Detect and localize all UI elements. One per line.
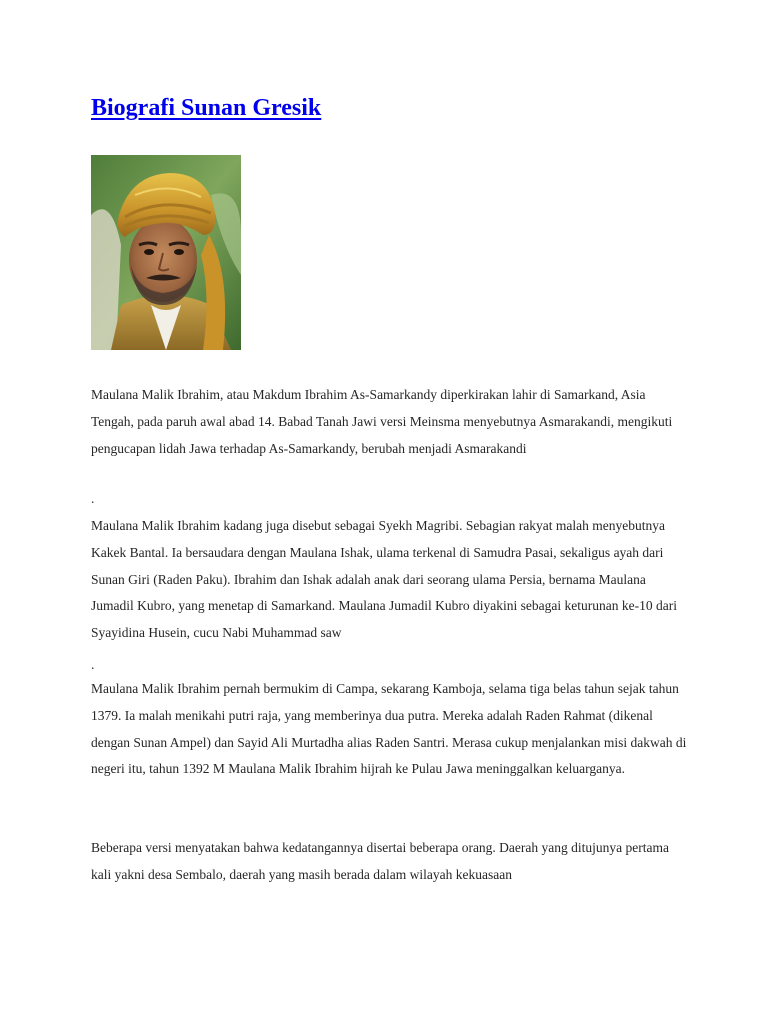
separator-2: . [91,657,95,672]
page-title-link[interactable]: Biografi Sunan Gresik [91,95,322,121]
paragraph-4: Beberapa versi menyatakan bahwa kedatangannya disertai beberapa orang. Daerah yang ditujunya pertama kali yakni desa Sembalo, daerah yang masih berada dalam wilayah kekuasaan [91,840,669,882]
separator-1: . [91,491,95,506]
paragraph-2: Maulana Malik Ibrahim kadang juga disebut sebagai Syekh Magribi. Sebagian rakyat malah menyebutnya Kakek Bantal. Ia bersaudara dengan Maulana Ishak, ulama terkenal di Samudra Pasai, sekaligus ayah dari Sunan Giri (Raden Paku). Ibrahim dan Ishak adalah anak dari seorang ulama Persia, bernama Maulana Jumadil Kubro, yang menetap di Samarkand. Maulana Jumadil Kubro diyakini sebagai keturunan ke-10 dari Syayidina Husein, cucu Nabi Muhammad saw [91,518,677,641]
paragraph-1: Maulana Malik Ibrahim, atau Makdum Ibrahim As-Samarkandy diperkirakan lahir di Samarkand, Asia Tengah, pada paruh awal abad 14. Babad Tanah Jawi versi Meinsma menyebutnya Asmarakandi, mengikuti pengucapan lidah Jawa terhadap As-Samarkandy, berubah menjadi Asmarakandi [91,387,673,456]
portrait-image [91,155,241,350]
paragraph-3: Maulana Malik Ibrahim pernah bermukim di Campa, sekarang Kamboja, selama tiga belas tahun sejak tahun 1379. Ia malah menikahi putri raja, yang memberinya dua putra. Mereka adalah Raden Rahmat (dikenal dengan Sunan Ampel) dan Sayid Ali Murtadha alias Raden Santri. Merasa cukup menjalankan misi dakwah di negeri itu, tahun 1392 M Maulana Malik Ibrahim hijrah ke Pulau Jawa meninggalkan keluarganya. [91,681,687,777]
